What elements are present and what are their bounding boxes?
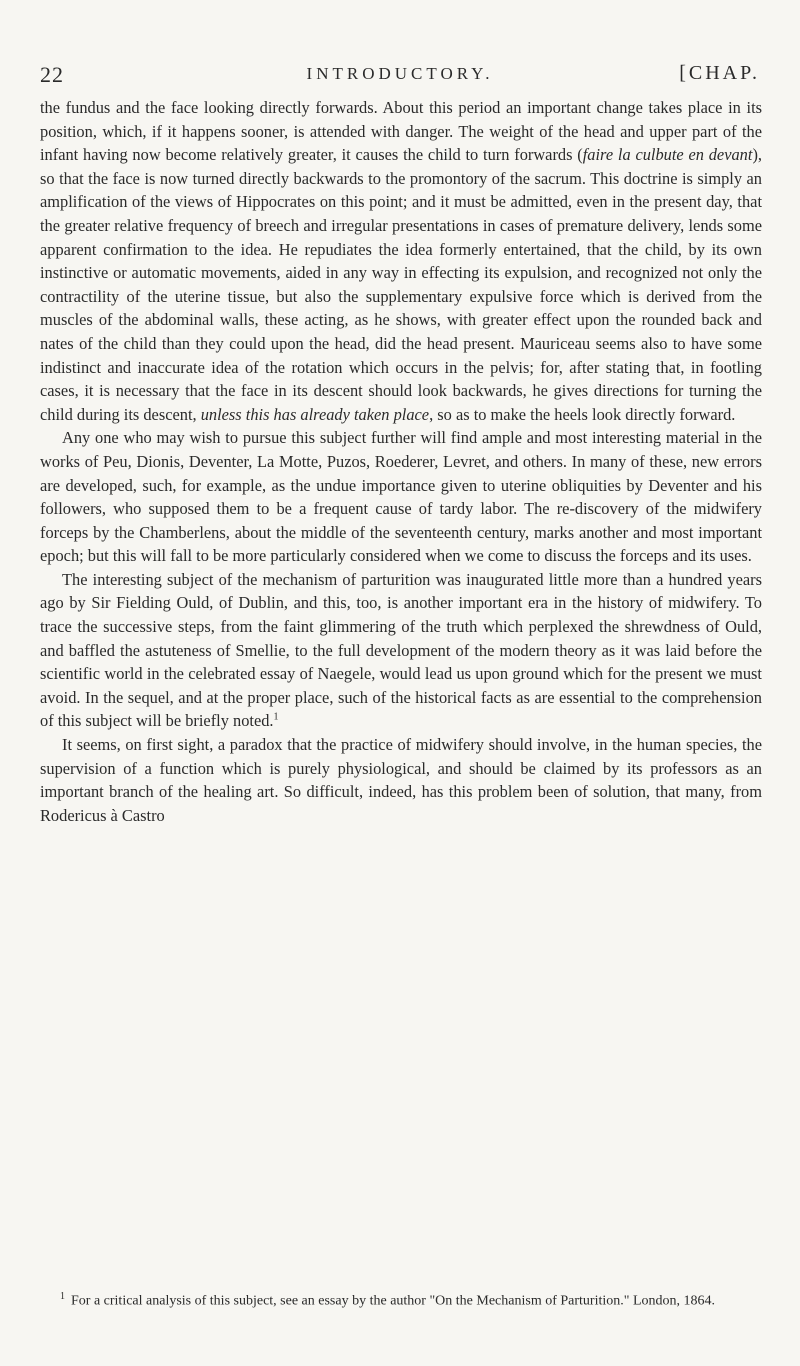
footnote-mark: 1	[60, 1291, 65, 1302]
body-text	[40, 96, 762, 827]
p1-text-a: the fundus and the face looking directly forwards. About this period an important change takes place in its position, which, if it happens sooner, is attended with danger. The weight of the head and upper part of the infant having now become relatively greater, it causes the child to turn forwards (	[40, 98, 762, 165]
p1-text-c: ), so that the face is now turned directly backwards to the promontory of the sacrum. This doctrine is simply an amplification of the views of Hippocrates on this point; and it must be admitted, even in the present day, that the greater relative frequency of breech and irregular presentations in cases of premature delivery, lends some apparent confirmation to the idea. He repudiates the idea formerly entertained, that the child, by its own instinctive or automatic movements, aided in any way in effecting its expulsion, and recognized not only the contractility of the uterine tissue, but also the supplementary expulsive force which is derived from the muscles of the abdominal walls, these acting, as he shows, with greater effect upon the rounded back and nates of the child than they could upon the head, did the head present. Mauriceau seems also to have some indistinct and inaccurate idea of the rotation which occurs in the pelvis; for, after stating that, in footling cases, it is necessary that the face in its descent should look backwards, he gives directions for turning the child during its descent,	[40, 145, 762, 424]
footnote-reference[interactable]: 1	[273, 711, 279, 723]
chapter-label: [CHAP.	[679, 62, 760, 84]
p1-italic-phrase: faire la culbute en devant	[582, 145, 753, 165]
footnote	[40, 1287, 762, 1311]
paragraph-4: It seems, on first sight, a paradox that the practice of midwifery should involve, in the human species, the supervision of a function which is purely physiological, and should be claimed by its professors as an important branch of the healing art. So difficult, indeed, has this problem been of solution, that many, from Rodericus à Castro	[40, 735, 762, 825]
running-title: INTRODUCTORY.	[306, 64, 494, 83]
p1-text-e: , so as to make the heels look directly forward.	[429, 404, 736, 424]
page-number: 22	[40, 62, 64, 87]
paragraph-1	[40, 96, 762, 426]
paragraph-3	[40, 568, 762, 733]
page-header	[40, 62, 760, 88]
footnote-text: For a critical analysis of this subject, see an essay by the author "On the Mechanism of Parturition." London, 1864.	[71, 1293, 716, 1309]
paragraph-2: Any one who may wish to pursue this subject further will find ample and most interesting material in the works of Peu, Dionis, Deventer, La Motte, Puzos, Roederer, Levret, and others. In many of these, new errors are developed, such, for example, as the undue importance given to uterine obliquities by Deventer and his followers, who supposed them to be a frequent cause of tardy labor. The re-discovery of the midwifery forceps by the Chamberlens, about the middle of the seventeenth century, marks another and most important epoch; but this will fall to be more particularly considered when we come to discuss the forceps and its uses.	[40, 428, 762, 566]
p3-text: The interesting subject of the mechanism of parturition was inaugurated little more than a hundred years ago by Sir Fielding Ould, of Dublin, and this, too, is another important era in the history of midwifery. To trace the successive steps, from the faint glimmering of the truth which perplexed the shrewdness of Ould, and baffled the astuteness of Smellie, to the full development of the modern theory as it was laid before the scientific world in the celebrated essay of Naegele, would lead us upon ground which for the present we must avoid. In the sequel, and at the proper place, such of the historical facts as are essential to the comprehension of this subject will be briefly noted.	[40, 569, 762, 731]
p1-italic-clause: unless this has already taken place	[200, 404, 430, 424]
